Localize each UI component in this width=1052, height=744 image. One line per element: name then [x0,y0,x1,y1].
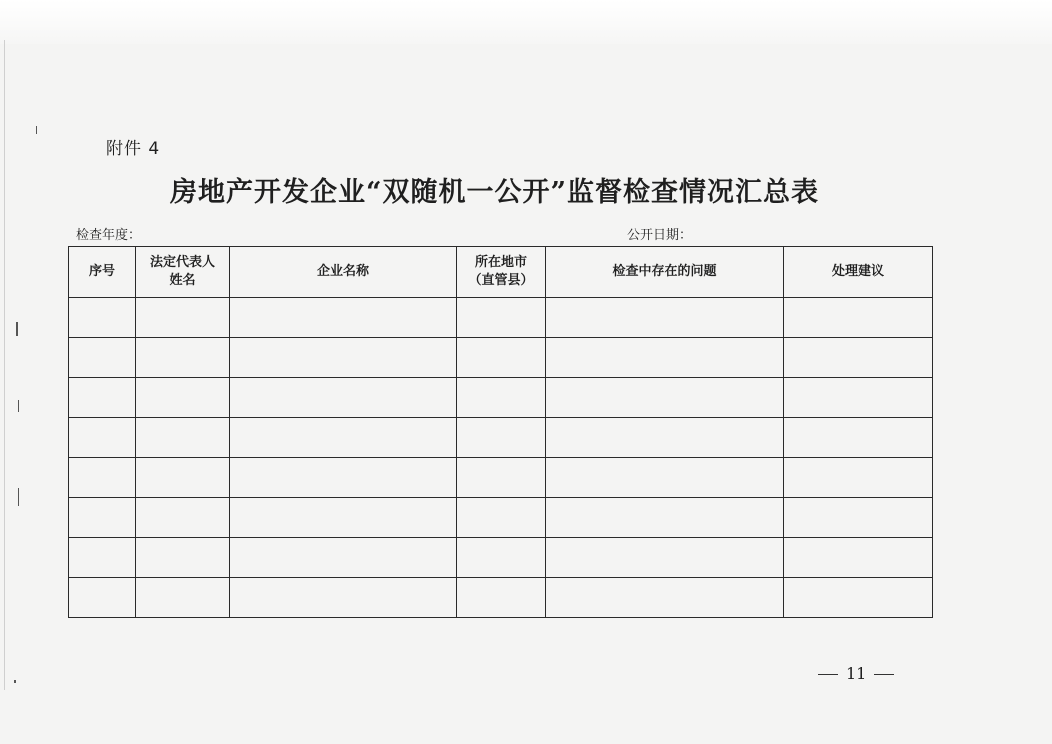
table-cell [457,458,546,498]
table-row [69,418,933,458]
table-cell [784,298,933,338]
scan-speck [36,126,37,134]
table-cell [784,498,933,538]
header-location-line1: 所在地市 [474,255,527,270]
table-cell [69,378,136,418]
paper-left-edge [4,40,5,690]
table-cell [457,578,546,618]
attachment-label: 附件 4 [106,139,161,159]
page-number [810,664,902,683]
header-company-name: 企业名称 [230,247,457,298]
table-cell [69,578,136,618]
table-cell [230,338,457,378]
table-cell [136,418,230,458]
table-cell [230,498,457,538]
summary-table [68,246,933,618]
table-row [69,458,933,498]
table-cell [546,418,784,458]
page-number-value: 11 [846,664,867,683]
table-row [69,578,933,618]
table-cell [784,458,933,498]
header-legal-representative-line1: 法定代表人 [149,255,215,270]
header-serial-number: 序号 [69,247,136,298]
table-cell [136,298,230,338]
table-cell [136,338,230,378]
table-cell [69,498,136,538]
table-cell [784,338,933,378]
table-body [69,298,933,618]
table-cell [230,418,457,458]
table-cell [69,298,136,338]
header-location-line2: （直管县） [468,273,534,288]
scan-speck [14,680,16,683]
table-cell [69,418,136,458]
table-header-row [69,247,933,298]
scan-speck [16,322,18,336]
table-cell [136,578,230,618]
publication-date-label: 公开日期： [627,228,693,243]
inspection-year-label: 检查年度： [76,228,142,243]
table-cell [69,538,136,578]
table-cell [784,578,933,618]
table-cell [69,338,136,378]
table-cell [136,538,230,578]
table-row [69,538,933,578]
table-cell [230,458,457,498]
table-cell [457,338,546,378]
table-cell [230,378,457,418]
page-number-dash-right [874,674,894,675]
table-cell [546,338,784,378]
scan-speck [18,488,19,506]
table-row [69,338,933,378]
scan-speck [18,400,19,412]
document-title: 房地产开发企业“双随机一公开”监督检查情况汇总表 [170,177,820,208]
table-cell [546,498,784,538]
table-cell [784,378,933,418]
table-cell [546,578,784,618]
table-cell [457,538,546,578]
table-cell [784,418,933,458]
table-cell [69,458,136,498]
page-number-dash-left [818,674,838,675]
table-cell [546,458,784,498]
table-row [69,498,933,538]
table-cell [546,298,784,338]
table-cell [546,378,784,418]
table-cell [784,538,933,578]
header-location [457,247,546,298]
table-row [69,298,933,338]
table-cell [230,538,457,578]
header-legal-representative [136,247,230,298]
table-cell [457,378,546,418]
table-cell [230,298,457,338]
header-legal-representative-line2: 姓名 [169,273,196,288]
table-cell [457,498,546,538]
paper-top-edge [0,0,1052,44]
table-cell [136,498,230,538]
table-cell [136,458,230,498]
header-handling-suggestion: 处理建议 [784,247,933,298]
table-cell [546,538,784,578]
header-inspection-issues: 检查中存在的问题 [546,247,784,298]
table-cell [136,378,230,418]
table-cell [457,418,546,458]
table-row [69,378,933,418]
table-cell [457,298,546,338]
table-cell [230,578,457,618]
